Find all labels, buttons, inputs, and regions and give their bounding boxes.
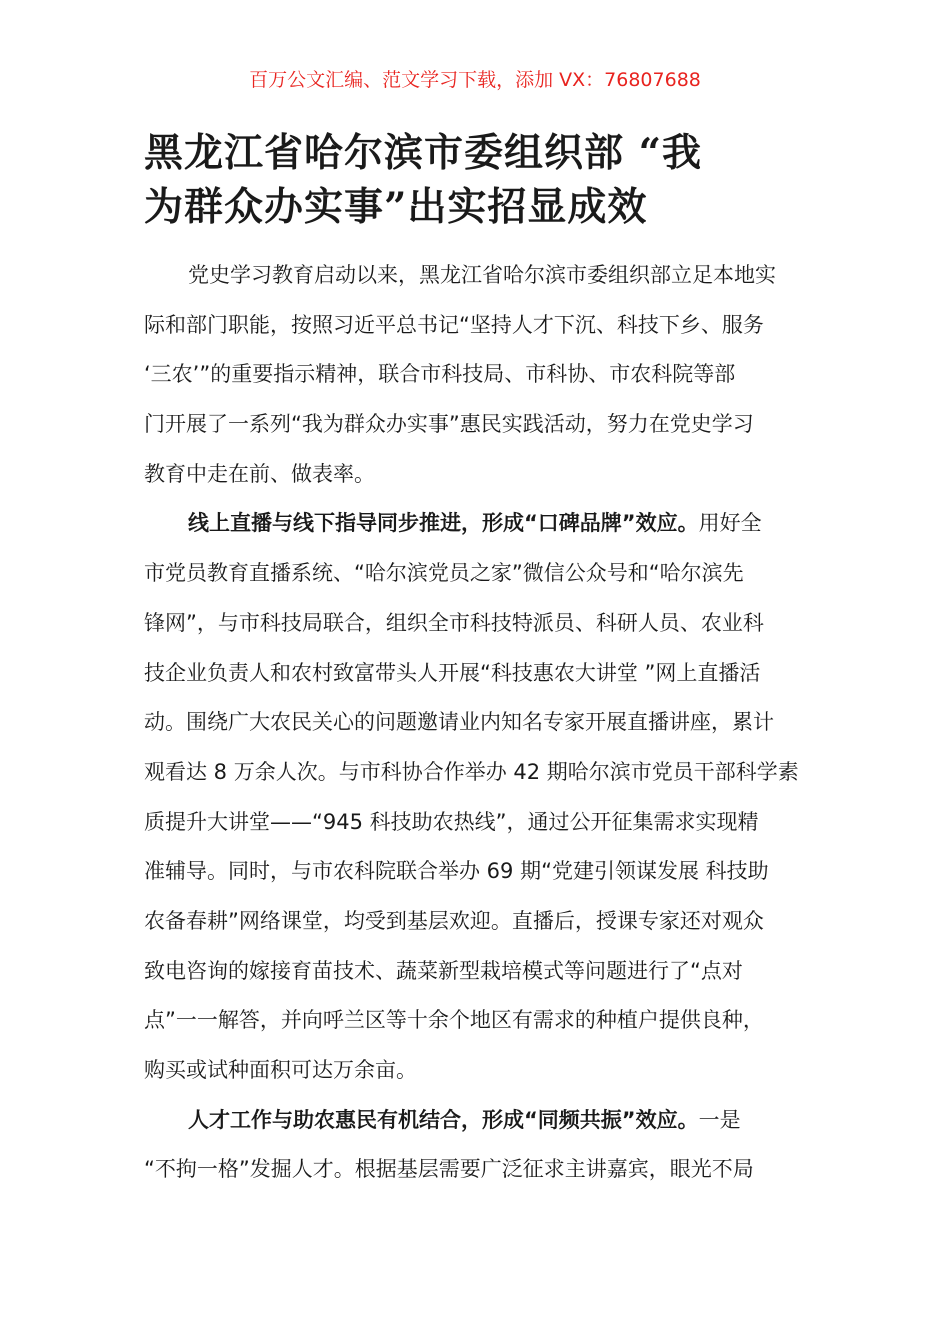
paragraph-2-line: 锋网”，与市科技局联合，组织全市科技特派员、科研人员、农业科 xyxy=(144,610,764,635)
paragraph-2-heading: 线上直播与线下指导同步推进，形成“口碑品牌”效应。 xyxy=(188,511,699,536)
paragraph-2-line: 准辅导。同时，与市农科院联合举办 69 期“党建引领谋发展 科技助 xyxy=(144,859,769,884)
paragraph-2-line: 购买或试种面积可达万余亩。 xyxy=(144,1058,417,1082)
paragraph-1-line: 党史学习教育启动以来，黑龙江省哈尔滨市委组织部立足本地实 xyxy=(188,263,776,287)
paragraph-2-line: 市党员教育直播系统、“哈尔滨党员之家”微信公众号和“哈尔滨先 xyxy=(144,561,744,586)
paragraph-2-line: 质提升大讲堂——“945 科技助农热线”，通过公开征集需求实现精 xyxy=(144,809,759,834)
paragraph-1-line: 教育中走在前、做表率。 xyxy=(144,461,375,486)
paragraph-3-line: “不拘一格”发掘人才。根据基层需要广泛征求主讲嘉宾，眼光不局 xyxy=(144,1157,754,1182)
paragraph-3-first-line xyxy=(144,1096,808,1146)
paragraph-2-line: 致电咨询的嫁接育苗技术、蔬菜新型栽培模式等问题进行了“点对 xyxy=(144,958,743,983)
title-line-1: 黑龙江省哈尔滨市委组织部 “我 xyxy=(144,130,703,176)
paragraph-2-line: 农备春耕”网络课堂，均受到基层欢迎。直播后，授课专家还对观众 xyxy=(144,908,764,933)
paragraph-3-first-line-rest: 一是 xyxy=(698,1107,741,1132)
paragraph-1-line: 际和部门职能，按照习近平总书记“坚持人才下沉、科技下乡、服务 xyxy=(144,312,764,337)
paragraph-3-heading: 人才工作与助农惠民有机结合，形成“同频共振”效应。 xyxy=(188,1107,699,1132)
paragraph-2-line: 点”一一解答，并向呼兰区等十余个地区有需求的种植户提供良种， xyxy=(144,1008,764,1033)
title-line-2: 为群众办实事”出实招显成效 xyxy=(144,184,648,230)
article-body xyxy=(144,251,808,1195)
paragraph-2-line: 动。围绕广大农民关心的问题邀请业内知名专家开展直播讲座，累计 xyxy=(144,710,774,735)
paragraph-1-line: 门开展了一系列“我为群众办实事”惠民实践活动，努力在党史学习 xyxy=(144,412,754,437)
article-title xyxy=(144,126,816,234)
header-watermark-note: 百万公文汇编、范文学习下载，添加 VX：76807688 xyxy=(249,69,701,91)
paragraph-2-line: 观看达 8 万余人次。与市科协合作举办 42 期哈尔滨市党员干部科学素 xyxy=(144,759,799,784)
paragraph-1-line: ‘三农’”的重要指示精神，联合市科技局、市科协、市农科院等部 xyxy=(144,362,736,387)
paragraph-2-first-line xyxy=(144,499,808,549)
paragraph-2-first-line-rest: 用好全 xyxy=(698,511,762,536)
paragraph-2-line: 技企业负责人和农村致富带头人开展“科技惠农大讲堂 ”网上直播活 xyxy=(144,660,761,685)
